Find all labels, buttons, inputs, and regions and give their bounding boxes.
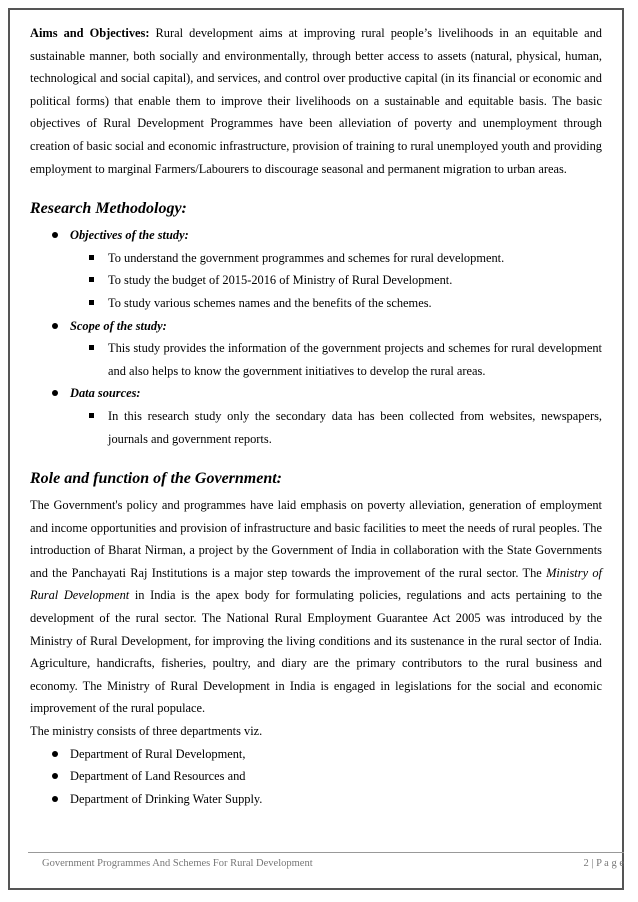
list-item: In this research study only the secondary data has been collected from websites, newspapers, journals and government reports. bbox=[30, 405, 602, 450]
section-label: Objectives of the study: bbox=[70, 228, 189, 243]
list-item: To study various schemes names and the benefits of the schemes. bbox=[30, 292, 602, 315]
bullet-icon bbox=[52, 323, 58, 329]
role-paragraph: The Government's policy and programmes have laid emphasis on poverty alleviation, generation of employment and income opportunities and provision of infrastructure and basic facilities to meet the needs of rural peoples. The introduction of Bharat Nirman, a project by the Government of India in collaboration with the State Governments and the Panchayati Raj Institutions is a major step towards the improvement of the rural sector. The Ministry of Rural Development in India is the apex body for formulating policies, regulations and acts pertaining to the development of the rural sector. The National Rural Employment Guarantee Act 2005 was introduced by the Ministry of Rural Development, for improving the living conditions and its sustenance in the rural sector of India. Agriculture, handicrafts, fisheries, poultry, and diary are the primary contributors to the rural business and economy. The Ministry of Rural Development in India is engaged in legislations for the social and economic improvement of the rural populace. bbox=[30, 498, 602, 716]
departments-list bbox=[30, 743, 602, 811]
aims-heading: Aims and Objectives: bbox=[30, 26, 150, 40]
page-number: 2 | P a g e bbox=[583, 858, 624, 869]
list-item: This study provides the information of the government projects and schemes for rural development and also helps to know the government initiatives to develop the rural areas. bbox=[30, 337, 602, 382]
list-item: Department of Drinking Water Supply. bbox=[30, 788, 602, 811]
methodology-subitems bbox=[30, 337, 602, 382]
methodology-section bbox=[30, 224, 602, 247]
square-bullet-icon bbox=[89, 345, 94, 350]
methodology-section bbox=[30, 382, 602, 405]
list-item: Department of Land Resources and bbox=[30, 765, 602, 788]
square-bullet-icon bbox=[89, 413, 94, 418]
bullet-icon bbox=[52, 796, 58, 802]
methodology-subitems bbox=[30, 405, 602, 450]
square-bullet-icon bbox=[89, 277, 94, 282]
methodology-list bbox=[30, 224, 602, 450]
document-body bbox=[30, 22, 602, 810]
ministry-name: Ministry of Rural Development bbox=[30, 565, 602, 603]
bullet-icon bbox=[52, 390, 58, 396]
bullet-icon bbox=[52, 773, 58, 779]
role-heading: Role and function of the Government: bbox=[30, 470, 283, 488]
section-label: Data sources: bbox=[70, 386, 141, 401]
footer-title: Government Programmes And Schemes For Rural Development bbox=[42, 858, 313, 869]
aims-paragraph bbox=[30, 22, 602, 180]
list-item: To understand the government programmes and schemes for rural development. bbox=[30, 247, 602, 270]
square-bullet-icon bbox=[89, 300, 94, 305]
bullet-icon bbox=[52, 751, 58, 757]
bullet-icon bbox=[52, 232, 58, 238]
section-label: Scope of the study: bbox=[70, 318, 167, 333]
research-methodology-heading: Research Methodology: bbox=[30, 200, 187, 218]
page-footer bbox=[28, 852, 624, 873]
departments-intro: The ministry consists of three departments viz. bbox=[30, 724, 263, 739]
list-item: Department of Rural Development, bbox=[30, 743, 602, 766]
aims-text: Rural development aims at improving rural people’s livelihoods in an equitable and sustainable manner, both socially and environmentally, through better access to assets (natural, physical, human, technological and social capital), and services, and control over productive capital (in its financial or economic and political forms) that enable them to improve their livelihoods on a sustainable and equitable basis. The basic objectives of Rural Development Programmes have been alleviation of poverty and unemployment through creation of basic social and economic infrastructure, provision of training to rural unemployed youth and providing employment to marginal Farmers/Labourers to discourage seasonal and permanent migration to urban areas. bbox=[30, 26, 602, 176]
methodology-subitems bbox=[30, 247, 602, 315]
methodology-section bbox=[30, 315, 602, 338]
list-item: To study the budget of 2015-2016 of Ministry of Rural Development. bbox=[30, 269, 602, 292]
square-bullet-icon bbox=[89, 255, 94, 260]
